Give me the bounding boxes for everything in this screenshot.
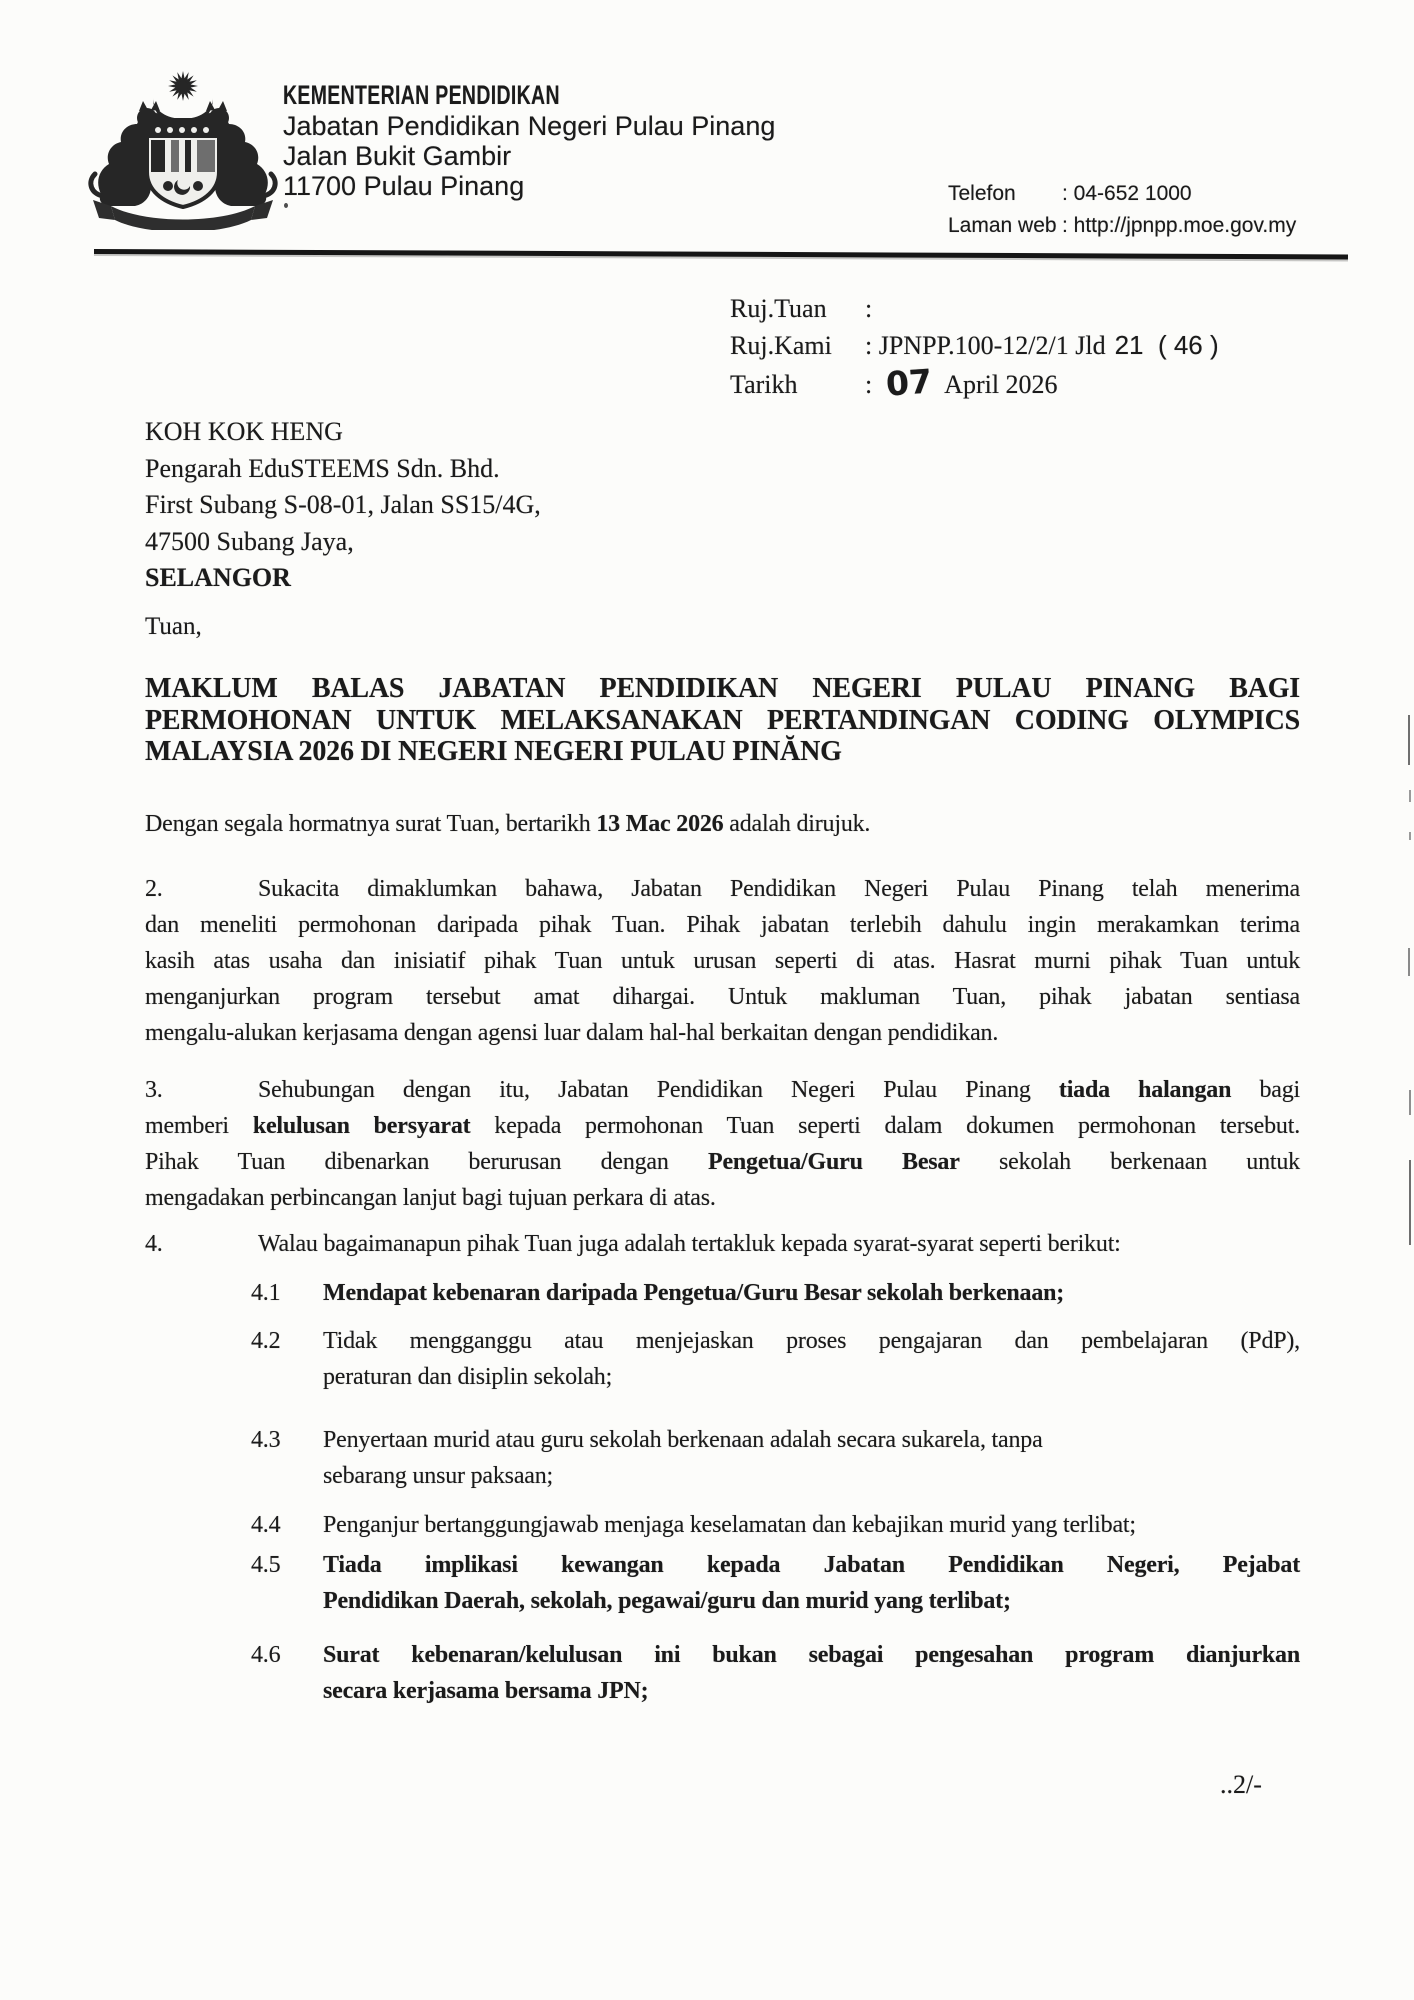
scan-speck <box>284 203 288 208</box>
condition-number: 4.3 <box>251 1427 281 1453</box>
condition-4-4 <box>251 1507 1300 1543</box>
subject-title: MAKLUM BALAS JABATAN PENDIDIKAN NEGERI PULAU PINANG BAGI PERMOHONAN UNTUK MELAKSANAKAN PERTANDINGAN CODING OLYMPICS MALAYSIA 2026 DI NEGERI NEGERI PULAU PINĂNG <box>145 673 1300 767</box>
condition-number: 4.1 <box>251 1280 281 1306</box>
condition-text: Mendapat kebenaran daripada Pengetua/Guru Besar sekolah berkenaan; <box>323 1280 1065 1306</box>
ruj-tuan-label: Ruj.Tuan <box>730 294 827 323</box>
paragraph-2: 2. Sukacita dimaklumkan bahawa, Jabatan Pendidikan Negeri Pulau Pinang telah menerima dan meneliti permohonan daripada pihak Tuan. Pihak jabatan terlebih dahulu ingin merakamkan terima kasih atas usaha dan inisiatif pihak Tuan untuk urusan seperti di atas. Hasrat murni pihak Tuan untuk menganjurkan program tersebut amat dihargai. Untuk makluman Tuan, pihak jabatan sentiasa mengalu-alukan kerjasama dengan agensi luar dalam hal-hal berkaitan dengan pendidikan. <box>145 876 1300 1046</box>
ruj-tuan-row <box>730 291 1219 327</box>
tarikh-row <box>730 361 1219 404</box>
department-name: Jabatan Pendidikan Negeri Pulau Pinang <box>283 111 776 141</box>
phone-row <box>948 178 1296 210</box>
letterhead-divider <box>94 249 1348 259</box>
ruj-kami-row <box>730 327 1219 364</box>
tarikh-month-year: April 2026 <box>944 370 1058 399</box>
letterhead <box>283 80 775 201</box>
condition-text: Tidak mengganggu atau menjejaskan proses pengajaran dan pembelajaran (PdP), peraturan dan disiplin sekolah; <box>323 1328 1300 1390</box>
ministry-name: KEMENTERIAN PENDIDIKAN <box>283 80 560 110</box>
malaysia-coat-of-arms <box>85 68 281 230</box>
scan-artifact <box>1409 832 1411 840</box>
coat-of-arms-graphic <box>85 68 281 230</box>
condition-text: Surat kebenaran/kelulusan ini bukan sebagai pengesahan program dianjurkan secara kerjasama bersama JPN; <box>323 1642 1300 1704</box>
ruj-kami-reference: : JPNPP.100-12/2/1 Jld <box>865 331 1106 360</box>
recipient-address <box>145 414 541 597</box>
tarikh-colon: : <box>865 370 873 399</box>
paragraph-reference-date: Dengan segala hormatnya surat Tuan, bertarikh 13 Mac 2026 adalah dirujuk. <box>145 811 871 837</box>
condition-number: 4.6 <box>251 1642 281 1668</box>
condition-text: Tiada implikasi kewangan kepada Jabatan Pendidikan Negeri, Pejabat Pendidikan Daerah, sekolah, pegawai/guru dan murid yang terlibat; <box>323 1552 1300 1614</box>
ruj-kami-label: Ruj.Kami <box>730 331 832 360</box>
condition-4-3 <box>251 1422 1300 1494</box>
condition-4-1 <box>251 1275 1300 1311</box>
scan-artifact <box>1409 1160 1411 1245</box>
condition-4-5 <box>251 1547 1300 1619</box>
recipient-name: KOH KOK HENG <box>145 417 343 446</box>
scan-artifact <box>1408 948 1410 976</box>
ruj-tuan-value: : <box>865 294 873 323</box>
scan-artifact <box>1409 790 1411 802</box>
condition-text: Penyertaan murid atau guru sekolah berkenaan adalah secara sukarela, tanpa sebarang unsur paksaan; <box>323 1427 1043 1489</box>
condition-4-6 <box>251 1637 1300 1709</box>
condition-text: Penganjur bertanggungjawab menjaga keselamatan dan kebajikan murid yang terlibat; <box>323 1512 1136 1538</box>
phone-label: Telefon <box>948 182 1016 205</box>
condition-number: 4.2 <box>251 1328 281 1354</box>
scan-artifact <box>1408 715 1410 765</box>
contact-block <box>948 178 1296 242</box>
web-value: : http://jpnpp.moe.gov.my <box>1062 214 1297 237</box>
paragraph-3: 3. Sehubungan dengan itu, Jabatan Pendidikan Negeri Pulau Pinang tiada halangan bagi memberi kelulusan bersyarat kepada permohonan Tuan seperti dalam dokumen permohonan tersebut. Pihak Tuan dibenarkan berurusan dengan Pengetua/Guru Besar sekolah berkenaan untuk mengadakan perbincangan lanjut bagi tujuan perkara di atas. <box>145 1077 1301 1211</box>
salutation: Tuan, <box>145 613 202 640</box>
paragraph-4: 4. Walau bagaimanapun pihak Tuan juga adalah tertakluk kepada syarat-syarat seperti berikut: <box>145 1231 1121 1257</box>
condition-number: 4.5 <box>251 1552 281 1578</box>
page-continuation-note: ..2/- <box>1220 1770 1262 1799</box>
recipient-title: Pengarah EduSTEEMS Sdn. Bhd. <box>145 453 500 483</box>
web-row <box>948 210 1296 242</box>
reference-block <box>730 291 1219 403</box>
ruj-kami-volume-number: 21 ( 46 ) <box>1114 330 1219 360</box>
city-address: 11700 Pulau Pinang <box>283 171 525 201</box>
tarikh-label: Tarikh <box>730 370 798 399</box>
handwritten-date-day: 07 <box>884 361 934 404</box>
condition-number: 4.4 <box>251 1512 281 1538</box>
condition-4-2 <box>251 1323 1300 1395</box>
web-label: Laman web <box>948 214 1057 237</box>
street-address: Jalan Bukit Gambir <box>283 141 512 171</box>
recipient-state: SELANGOR <box>145 563 291 592</box>
phone-value: : 04-652 1000 <box>1062 182 1192 205</box>
recipient-street: First Subang S-08-01, Jalan SS15/4G, <box>145 490 541 519</box>
recipient-city: 47500 Subang Jaya, <box>145 526 354 556</box>
scan-artifact <box>1409 1090 1411 1115</box>
